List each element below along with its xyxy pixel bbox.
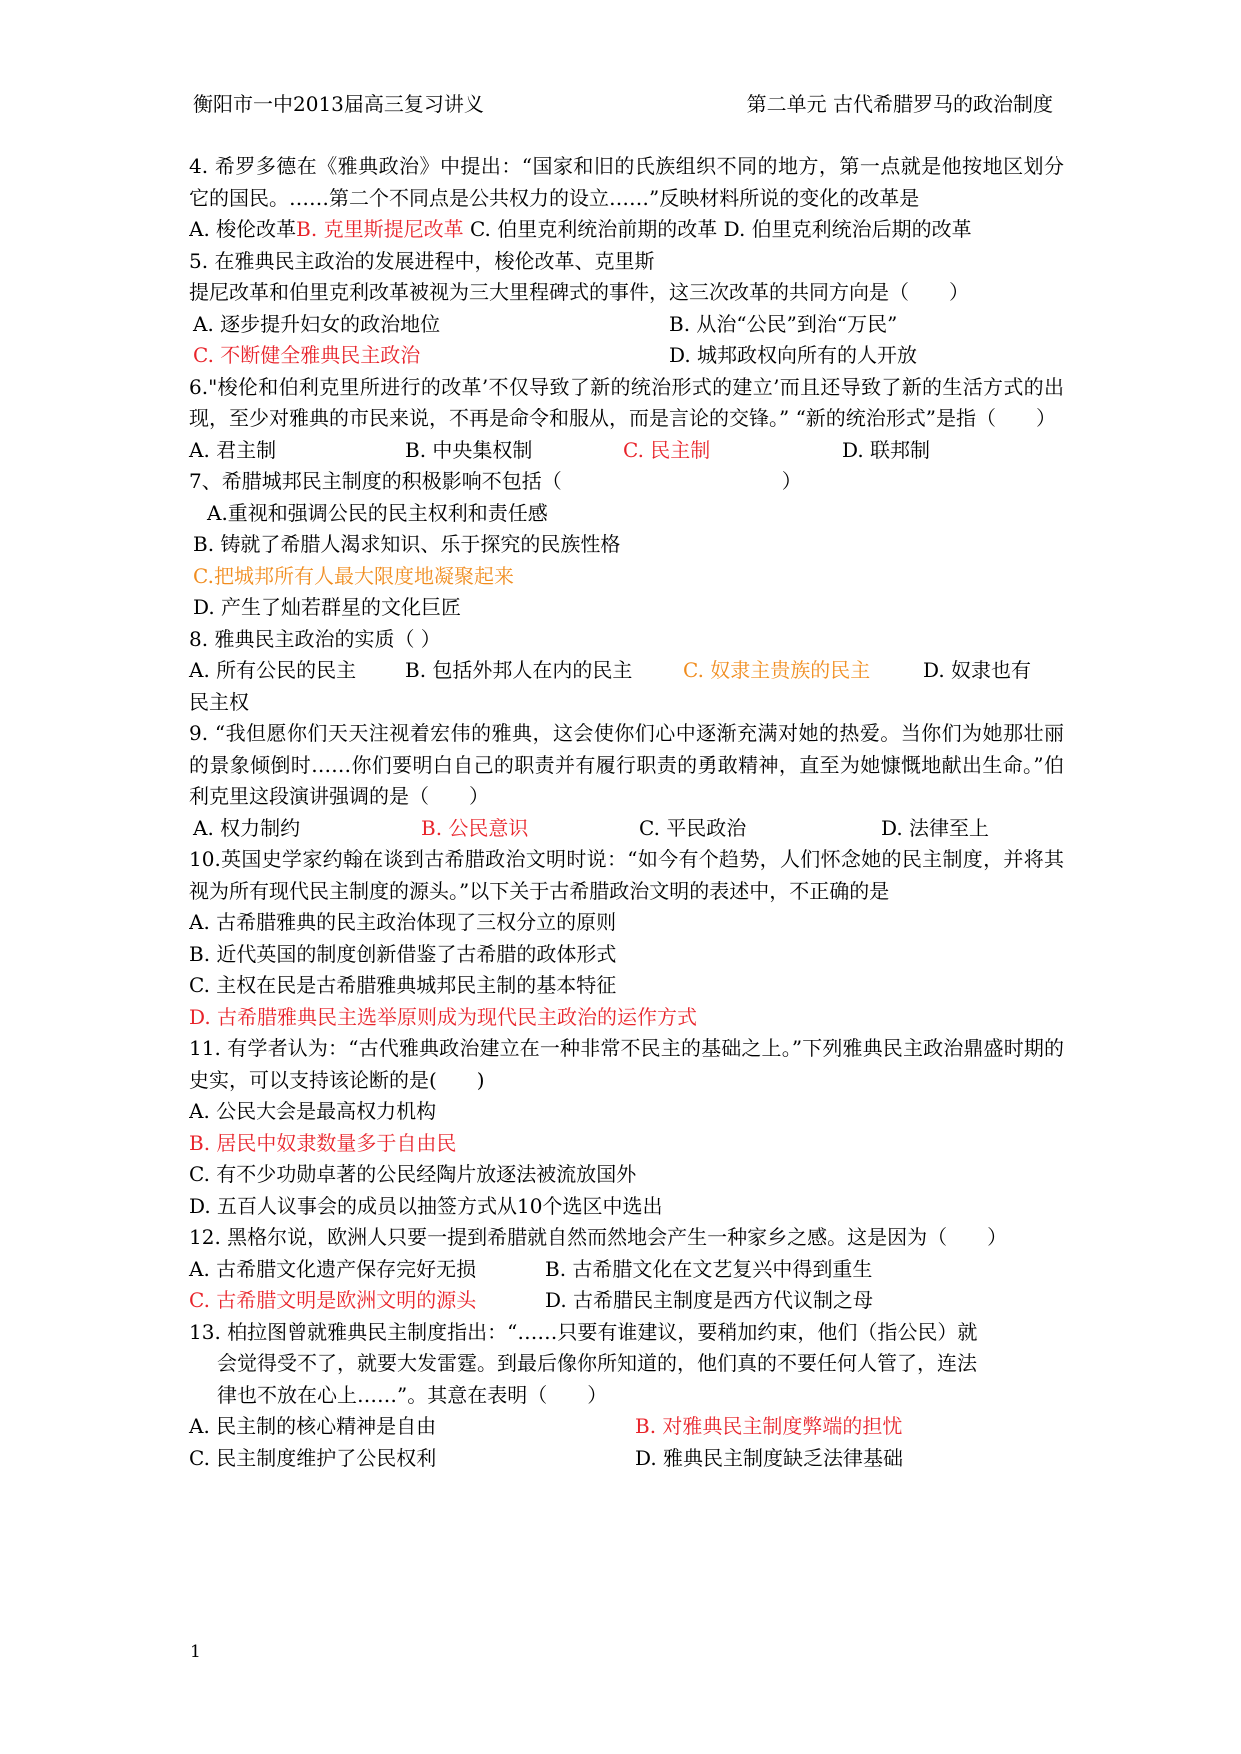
question-5-stem-line1: 5. 在雅典民主政治的发展进程中，梭伦改革、克里斯 [189, 248, 655, 273]
option-a: A. 梭伦改革 [189, 217, 297, 241]
option-b-answer: B. 克里斯提尼改革 [296, 217, 464, 241]
option-a: A. 古希腊文化遗产保存完好无损 [189, 1256, 477, 1281]
page-header [193, 88, 1053, 118]
option-d: D. 伯里克利统治后期的改革 [723, 217, 972, 241]
option-c-answer: C. 不断健全雅典民主政治 [193, 343, 421, 367]
question-5-options-row2 [189, 340, 1064, 372]
question-list [189, 151, 1064, 1474]
option-c: C. 主权在民是古希腊雅典城邦民主制的基本特征 [189, 973, 617, 997]
question-13-stem-line2: 会觉得受不了，就要大发雷霆。到最后像你所知道的，他们真的不要任何人管了，连法 [217, 1351, 977, 1375]
question-13-options-row1 [189, 1411, 1064, 1443]
option-a: A. 公民大会是最高权力机构 [189, 1099, 437, 1123]
option-d: D. 古希腊民主制度是西方代议制之母 [545, 1288, 874, 1312]
question-5-options-row1 [189, 309, 1064, 341]
option-a: A.重视和强调公民的民主权利和责任感 [207, 500, 548, 525]
question-5-stem-line2: 提尼改革和伯里克利改革被视为三大里程碑式的事件，这三次改革的共同方向是（ ） [189, 280, 969, 304]
option-d: D. 产生了灿若群星的文化巨匠 [193, 595, 462, 619]
question-12-options-row2 [189, 1285, 1064, 1317]
option-d: D. 奴隶也有 [923, 658, 1032, 682]
question-4-stem: 4. 希罗多德在《雅典政治》中提出：“国家和旧的氏族组织不同的地方，第一点就是他按地区划分它的国民。……第二个不同点是公共权力的设立……”反映材料所说的变化的改革是 [189, 154, 1064, 210]
question-9-stem: 9. “我但愿你们天天注视着宏伟的雅典，这会使你们心中逐渐充满对她的热爱。当你们为她那壮丽的景象倾倒时……你们要明白自己的职责并有履行职责的勇敢精神，直至为她慷慨地献出生命。”伯利克里这段演讲强调的是（ ） [189, 721, 1064, 808]
question-13-stem-line3: 律也不放在心上……”。其意在表明（ ） [217, 1382, 608, 1407]
option-d: D. 城邦政权向所有的人开放 [669, 343, 918, 367]
question-8-options [189, 655, 1064, 687]
question-13-options-row2 [189, 1443, 1064, 1475]
question-10-stem: 10.英国史学家约翰在谈到古希腊政治文明时说：“如今有个趋势，人们怀念她的民主制度，并将其视为所有现代民主制度的源头。”以下关于古希腊政治文明的表述中，不正确的是 [189, 847, 1064, 903]
header-left: 衡阳市一中2013届高三复习讲义 [193, 92, 484, 116]
option-a: A. 逐步提升妇女的政治地位 [193, 311, 441, 336]
option-c: C. 伯里克利统治前期的改革 [469, 217, 718, 241]
option-d: D. 雅典民主制度缺乏法律基础 [635, 1445, 904, 1470]
option-b: B. 近代英国的制度创新借鉴了古希腊的政体形式 [189, 941, 617, 966]
option-d: D. 法律至上 [881, 815, 990, 840]
option-a: A. 民主制的核心精神是自由 [189, 1414, 437, 1438]
question-4-options [189, 214, 1064, 246]
option-b-answer: B. 对雅典民主制度弊端的担忧 [635, 1414, 903, 1438]
option-c-answer: C. 古希腊文明是欧洲文明的源头 [189, 1288, 477, 1312]
option-a: A. 古希腊雅典的民主政治体现了三权分立的原则 [189, 910, 617, 934]
question-7-stem: 7、希腊城邦民主制度的积极影响不包括（ ） [189, 469, 802, 493]
option-d-answer: D. 古希腊雅典民主选举原则成为现代民主政治的运作方式 [189, 1004, 698, 1029]
option-c-answer: C. 奴隶主贵族的民主 [683, 658, 871, 682]
option-b-answer: B. 居民中奴隶数量多于自由民 [189, 1130, 457, 1155]
option-b-answer: B. 公民意识 [421, 815, 529, 840]
question-11-stem: 11. 有学者认为：“古代雅典政治建立在一种非常不民主的基础之上。”下列雅典民主政治鼎盛时期的史实，可以支持该论断的是( ) [189, 1036, 1064, 1092]
question-6-options [189, 435, 1064, 467]
question-13-stem-line1: 13. 柏拉图曾就雅典民主制度指出：“……只要有谁建议，要稍加约束，他们（指公民）就 [189, 1319, 978, 1344]
option-b: B. 古希腊文化在文艺复兴中得到重生 [545, 1256, 873, 1281]
option-c-answer: C.把城邦所有人最大限度地凝聚起来 [193, 563, 514, 588]
header-right: 第二单元 古代希腊罗马的政治制度 [746, 92, 1053, 116]
question-9-options [189, 813, 1064, 845]
option-d: D. 五百人议事会的成员以抽签方式从10个选区中选出 [189, 1193, 663, 1218]
question-8-stem: 8. 雅典民主政治的实质（ ） [189, 626, 441, 651]
option-b: B. 包括外邦人在内的民主 [405, 658, 633, 682]
option-a: A. 所有公民的民主 [189, 658, 357, 682]
option-d-continued: 民主权 [189, 689, 249, 714]
option-a: A. 权力制约 [193, 815, 301, 840]
question-6-stem: 6."梭伦和伯利克里所进行的改革’不仅导致了新的统治形式的建立’而且还导致了新的生活方式的出现，至少对雅典的市民来说，不再是命令和服从，而是言论的交锋。” “新的统治形式”是指（ ） [189, 374, 1064, 430]
option-c: C. 民主制度维护了公民权利 [189, 1445, 437, 1470]
option-d: D. 联邦制 [842, 437, 931, 462]
option-c-answer: C. 民主制 [623, 437, 711, 462]
question-12-stem: 12. 黑格尔说，欧洲人只要一提到希腊就自然而然地会产生一种家乡之感。这是因为（ ） [189, 1225, 1008, 1249]
option-c: C. 平民政治 [639, 815, 747, 840]
option-b: B. 铸就了希腊人渴求知识、乐于探究的民族性格 [193, 532, 621, 556]
page-number: 1 [190, 1642, 201, 1662]
option-a: A. 君主制 [189, 437, 277, 462]
option-c: C. 有不少功勋卓著的公民经陶片放逐法被流放国外 [189, 1162, 637, 1186]
question-12-options-row1 [189, 1254, 1064, 1286]
option-b: B. 中央集权制 [405, 437, 533, 462]
option-b: B. 从治“公民”到治“万民” [669, 311, 898, 336]
